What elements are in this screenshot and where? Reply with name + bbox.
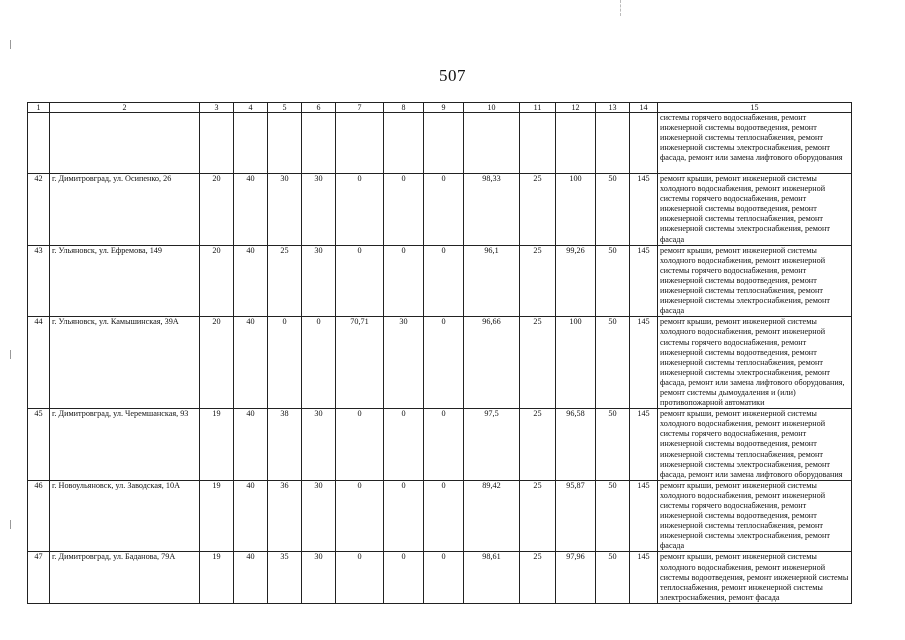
value-cell: 97,96 — [556, 552, 596, 603]
address-cell: г. Ульяновск, ул. Ефремова, 149 — [50, 245, 200, 317]
value-cell: 145 — [630, 245, 658, 317]
value-cell: 50 — [596, 174, 630, 246]
value-cell: 30 — [302, 409, 336, 481]
row-number-cell: 44 — [28, 317, 50, 409]
value-cell: 20 — [200, 245, 234, 317]
row-number-cell: 42 — [28, 174, 50, 246]
table-row — [28, 174, 852, 246]
works-list-cell: ремонт крыши, ремонт инженерной системы холодного водоснабжения, ремонт инженерной системы горячего водоснабжения, ремонт инженерной системы водоотведения, ремонт инженерной системы теплоснабжения, ремонт инженерной системы электроснабжения, ремонт фасада — [658, 480, 852, 552]
table-row — [28, 409, 852, 481]
value-cell: 19 — [200, 552, 234, 603]
address-cell: г. Димитровград, ул. Черемшанская, 93 — [50, 409, 200, 481]
address-cell: г. Димитровград, ул. Баданова, 79А — [50, 552, 200, 603]
page-number: 507 — [439, 66, 466, 85]
value-cell: 50 — [596, 480, 630, 552]
header-cell: 13 — [596, 103, 630, 113]
table-row — [28, 317, 852, 409]
value-cell: 0 — [384, 552, 424, 603]
value-cell: 145 — [630, 552, 658, 603]
address-cell: г. Димитровград, ул. Осипенко, 26 — [50, 174, 200, 246]
address-cell: г. Ульяновск, ул. Камышинская, 39А — [50, 317, 200, 409]
value-cell: 0 — [424, 174, 464, 246]
value-cell: 0 — [336, 409, 384, 481]
empty-cell — [424, 113, 464, 174]
value-cell: 30 — [302, 174, 336, 246]
header-cell: 8 — [384, 103, 424, 113]
empty-cell — [336, 113, 384, 174]
works-list-cell: системы горячего водоснабжения, ремонт инженерной системы водоотведения, ремонт инженерной системы теплоснабжения, ремонт инженерной системы электроснабжения, ремонт фасада, ремонт или замена лифтового оборудования — [658, 113, 852, 174]
header-cell: 4 — [234, 103, 268, 113]
value-cell: 89,42 — [464, 480, 520, 552]
value-cell: 0 — [424, 317, 464, 409]
works-list-cell: ремонт крыши, ремонт инженерной системы холодного водоснабжения, ремонт инженерной системы горячего водоснабжения, ремонт инженерной системы водоотведения, ремонт инженерной системы теплоснабжения, ремонт инженерной системы электроснабжения, ремонт фасада — [658, 174, 852, 246]
works-list-cell: ремонт крыши, ремонт инженерной системы холодного водоснабжения, ремонт инженерной системы горячего водоснабжения, ремонт инженерной системы водоотведения, ремонт инженерной системы теплоснабжения, ремонт инженерной системы электроснабжения, ремонт фасада, ремонт или замена лифтового оборудования — [658, 409, 852, 481]
value-cell: 99,26 — [556, 245, 596, 317]
value-cell: 30 — [302, 552, 336, 603]
value-cell: 0 — [268, 317, 302, 409]
value-cell: 40 — [234, 317, 268, 409]
header-cell: 9 — [424, 103, 464, 113]
value-cell: 40 — [234, 245, 268, 317]
margin-tick — [10, 520, 11, 529]
value-cell: 0 — [424, 552, 464, 603]
header-cell: 15 — [658, 103, 852, 113]
value-cell: 40 — [234, 409, 268, 481]
value-cell: 35 — [268, 552, 302, 603]
value-cell: 30 — [268, 174, 302, 246]
value-cell: 50 — [596, 245, 630, 317]
value-cell: 0 — [302, 317, 336, 409]
header-cell: 11 — [520, 103, 556, 113]
value-cell: 0 — [384, 174, 424, 246]
empty-cell — [464, 113, 520, 174]
margin-tick — [10, 350, 11, 359]
value-cell: 0 — [384, 245, 424, 317]
value-cell: 25 — [520, 174, 556, 246]
value-cell: 96,58 — [556, 409, 596, 481]
value-cell: 97,5 — [464, 409, 520, 481]
row-number-cell: 46 — [28, 480, 50, 552]
table-row — [28, 480, 852, 552]
value-cell: 40 — [234, 480, 268, 552]
margin-tick — [10, 40, 11, 49]
value-cell: 98,33 — [464, 174, 520, 246]
works-list-cell: ремонт крыши, ремонт инженерной системы холодного водоснабжения, ремонт инженерной системы горячего водоснабжения, ремонт инженерной системы водоотведения, ремонт инженерной системы теплоснабжения, ремонт инженерной системы электроснабжения, ремонт фасада — [658, 245, 852, 317]
value-cell: 0 — [424, 480, 464, 552]
table-header-row — [28, 103, 852, 113]
value-cell: 145 — [630, 480, 658, 552]
value-cell: 25 — [520, 317, 556, 409]
value-cell: 19 — [200, 409, 234, 481]
header-cell: 2 — [50, 103, 200, 113]
continuation-row — [28, 113, 852, 174]
row-number-cell: 47 — [28, 552, 50, 603]
value-cell: 0 — [336, 552, 384, 603]
row-number-cell: 45 — [28, 409, 50, 481]
value-cell: 0 — [424, 245, 464, 317]
empty-cell — [556, 113, 596, 174]
value-cell: 40 — [234, 174, 268, 246]
value-cell: 25 — [520, 552, 556, 603]
empty-cell — [520, 113, 556, 174]
value-cell: 50 — [596, 552, 630, 603]
value-cell: 0 — [336, 480, 384, 552]
value-cell: 19 — [200, 480, 234, 552]
value-cell: 145 — [630, 409, 658, 481]
header-cell: 3 — [200, 103, 234, 113]
value-cell: 30 — [302, 245, 336, 317]
header-cell: 1 — [28, 103, 50, 113]
value-cell: 100 — [556, 174, 596, 246]
value-cell: 96,66 — [464, 317, 520, 409]
empty-cell — [200, 113, 234, 174]
value-cell: 100 — [556, 317, 596, 409]
value-cell: 98,61 — [464, 552, 520, 603]
empty-cell — [268, 113, 302, 174]
value-cell: 25 — [520, 409, 556, 481]
value-cell: 38 — [268, 409, 302, 481]
value-cell: 0 — [424, 409, 464, 481]
empty-cell — [384, 113, 424, 174]
table-row — [28, 552, 852, 603]
value-cell: 145 — [630, 317, 658, 409]
value-cell: 96,1 — [464, 245, 520, 317]
header-cell: 6 — [302, 103, 336, 113]
value-cell: 50 — [596, 409, 630, 481]
value-cell: 0 — [336, 174, 384, 246]
value-cell: 0 — [384, 480, 424, 552]
value-cell: 25 — [520, 245, 556, 317]
margin-dashed-line — [620, 0, 622, 16]
header-cell: 5 — [268, 103, 302, 113]
value-cell: 30 — [384, 317, 424, 409]
header-cell: 12 — [556, 103, 596, 113]
address-cell: г. Новоульяновск, ул. Заводская, 10А — [50, 480, 200, 552]
value-cell: 25 — [520, 480, 556, 552]
empty-cell — [596, 113, 630, 174]
row-number-cell: 43 — [28, 245, 50, 317]
value-cell: 20 — [200, 174, 234, 246]
value-cell: 0 — [336, 245, 384, 317]
value-cell: 30 — [302, 480, 336, 552]
value-cell: 20 — [200, 317, 234, 409]
empty-cell — [50, 113, 200, 174]
value-cell: 36 — [268, 480, 302, 552]
header-cell: 7 — [336, 103, 384, 113]
value-cell: 95,87 — [556, 480, 596, 552]
empty-cell — [630, 113, 658, 174]
header-cell: 10 — [464, 103, 520, 113]
works-table — [27, 102, 852, 604]
value-cell: 40 — [234, 552, 268, 603]
works-list-cell: ремонт крыши, ремонт инженерной системы холодного водоснабжения, ремонт инженерной системы водоотведения, ремонт инженерной системы теплоснабжения, ремонт инженерной системы электроснабжения, ремонт фасада — [658, 552, 852, 603]
value-cell: 145 — [630, 174, 658, 246]
header-cell: 14 — [630, 103, 658, 113]
empty-cell — [234, 113, 268, 174]
value-cell: 0 — [384, 409, 424, 481]
value-cell: 25 — [268, 245, 302, 317]
value-cell: 70,71 — [336, 317, 384, 409]
works-list-cell: ремонт крыши, ремонт инженерной системы холодного водоснабжения, ремонт инженерной системы горячего водоснабжения, ремонт инженерной системы водоотведения, ремонт инженерной системы теплоснабжения, ремонт инженерной системы электроснабжения, ремонт фасада, ремонт или замена лифтового оборудования, ремонт системы дымоудаления и (или) противопожарной автоматики — [658, 317, 852, 409]
table-row — [28, 245, 852, 317]
empty-cell — [28, 113, 50, 174]
empty-cell — [302, 113, 336, 174]
value-cell: 50 — [596, 317, 630, 409]
